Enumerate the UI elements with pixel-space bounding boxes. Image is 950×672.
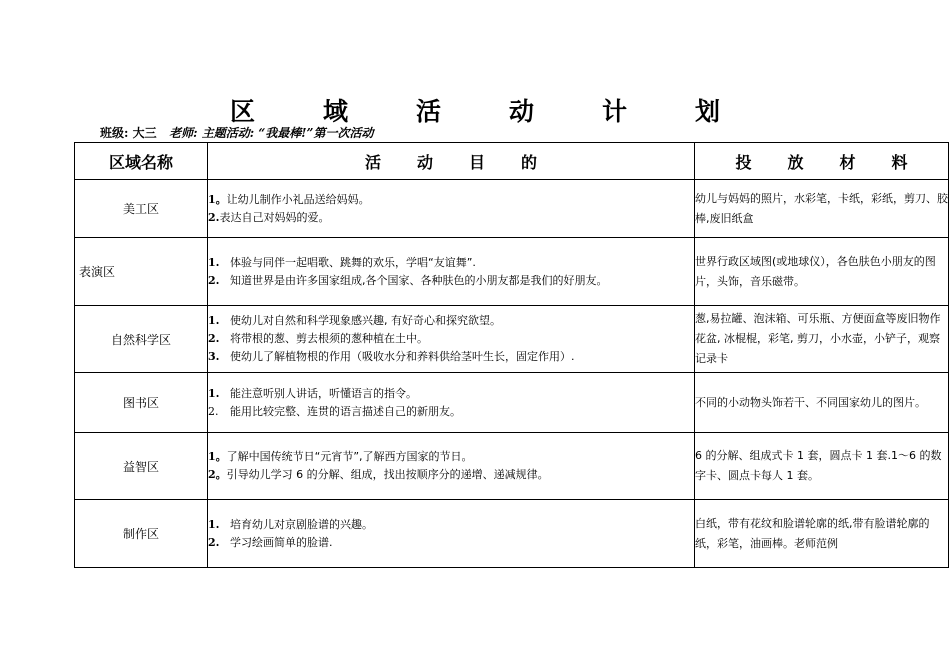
goals-cell xyxy=(208,373,695,433)
table-row xyxy=(75,306,949,373)
area-name: 美工区 xyxy=(75,180,208,238)
goal-line: 2。引导幼儿学习 6 的分解、组成，找出按顺序分的递增、递减规律。 xyxy=(208,468,549,481)
goal-line: 2. 知道世界是由许多国家组成,各个国家、各种肤色的小朋友都是我们的好朋友。 xyxy=(208,273,608,287)
goal-line: 2. 学习绘画简单的脸谱. xyxy=(208,535,333,549)
materials-cell: 葱,易拉罐、泡沫箱、可乐瓶、方便面盒等废旧物作花盆, 冰棍棍，彩笔, 剪刀，小水壶，小铲子，观察记录卡 xyxy=(695,306,949,373)
table-row xyxy=(75,373,949,433)
title-char: 活 xyxy=(415,97,441,126)
goal-line: 1. 使幼儿对自然和科学现象感兴趣, 有好奇心和探究欲望。 xyxy=(208,314,501,327)
header-goals-char: 目 xyxy=(469,152,486,172)
goal-line: 1. 体验与同伴一起唱歌、跳舞的欢乐，学唱“友谊舞”. xyxy=(208,255,476,269)
table-row xyxy=(75,433,949,500)
area-name: 表演区 xyxy=(75,238,208,306)
header-materials-char: 料 xyxy=(891,152,908,172)
goals-cell xyxy=(208,500,695,568)
goal-line: 2. 能用比较完整、连贯的语言描述自己的新朋友。 xyxy=(208,404,461,418)
goals-cell xyxy=(208,306,695,373)
goal-line: 1. 能注意听别人讲话，听懂语言的指令。 xyxy=(208,386,417,400)
goal-line: 3. 使幼儿了解植物根的作用（吸收水分和养料供给茎叶生长，固定作用）. xyxy=(208,350,575,363)
area-name: 图书区 xyxy=(75,373,208,433)
goal-line: 1. 培育幼儿对京剧脸谱的兴趣。 xyxy=(208,517,373,531)
materials-cell: 世界行政区域图(或地球仪），各色肤色小朋友的图片，头饰，音乐磁带。 xyxy=(695,238,949,306)
title-char: 动 xyxy=(509,97,535,126)
header-materials-char: 材 xyxy=(839,152,856,172)
goal-line: 1。了解中国传统节日“元宵节”,了解西方国家的节日。 xyxy=(208,450,473,463)
area-name: 自然科学区 xyxy=(75,306,208,373)
materials-cell: 幼儿与妈妈的照片，水彩笔，卡纸，彩纸，剪刀、胶棒,废旧纸盒 xyxy=(695,180,949,238)
theme-label: 主题活动: “我最棒!”第一次活动 xyxy=(201,126,374,140)
header-goals-char: 活 xyxy=(364,152,381,172)
page-title xyxy=(0,92,950,128)
goal-line: 1。让幼儿制作小礼品送给妈妈。 xyxy=(208,192,370,206)
materials-cell: 6 的分解、组成式卡 1 套，圆点卡 1 套.1～6 的数字卡、圆点卡每人 1 套。 xyxy=(695,433,949,500)
header-materials-char: 放 xyxy=(787,152,804,172)
goals-cell xyxy=(208,238,695,306)
title-char: 区 xyxy=(229,97,255,126)
table-header-row xyxy=(75,143,949,180)
subtitle xyxy=(100,124,373,141)
area-name: 益智区 xyxy=(75,433,208,500)
activity-plan-table xyxy=(74,142,949,568)
table-row xyxy=(75,180,949,238)
header-goals xyxy=(208,143,695,180)
header-area: 区域名称 xyxy=(75,143,208,180)
header-materials-char: 投 xyxy=(735,152,752,172)
table-row xyxy=(75,500,949,568)
goal-line: 2.表达自己对妈妈的爱。 xyxy=(208,210,330,224)
goals-cell xyxy=(208,433,695,500)
area-name: 制作区 xyxy=(75,500,208,568)
table-row xyxy=(75,238,949,306)
header-goals-char: 动 xyxy=(416,152,433,172)
teacher-label: 老师: xyxy=(169,126,198,140)
title-char: 计 xyxy=(602,97,628,126)
class-label: 班级: 大三 xyxy=(100,126,157,140)
materials-cell: 不同的小动物头饰若干、不同国家幼儿的图片。 xyxy=(695,373,949,433)
header-goals-char: 的 xyxy=(521,152,538,172)
goals-cell xyxy=(208,180,695,238)
title-char: 划 xyxy=(695,97,721,126)
goal-line: 2. 将带根的葱、剪去根须的葱种植在土中。 xyxy=(208,332,428,345)
header-materials xyxy=(695,143,949,180)
materials-cell: 白纸，带有花纹和脸谱轮廓的纸,带有脸谱轮廓的纸，彩笔，油画棒。老师范例 xyxy=(695,500,949,568)
title-char: 域 xyxy=(322,97,348,126)
